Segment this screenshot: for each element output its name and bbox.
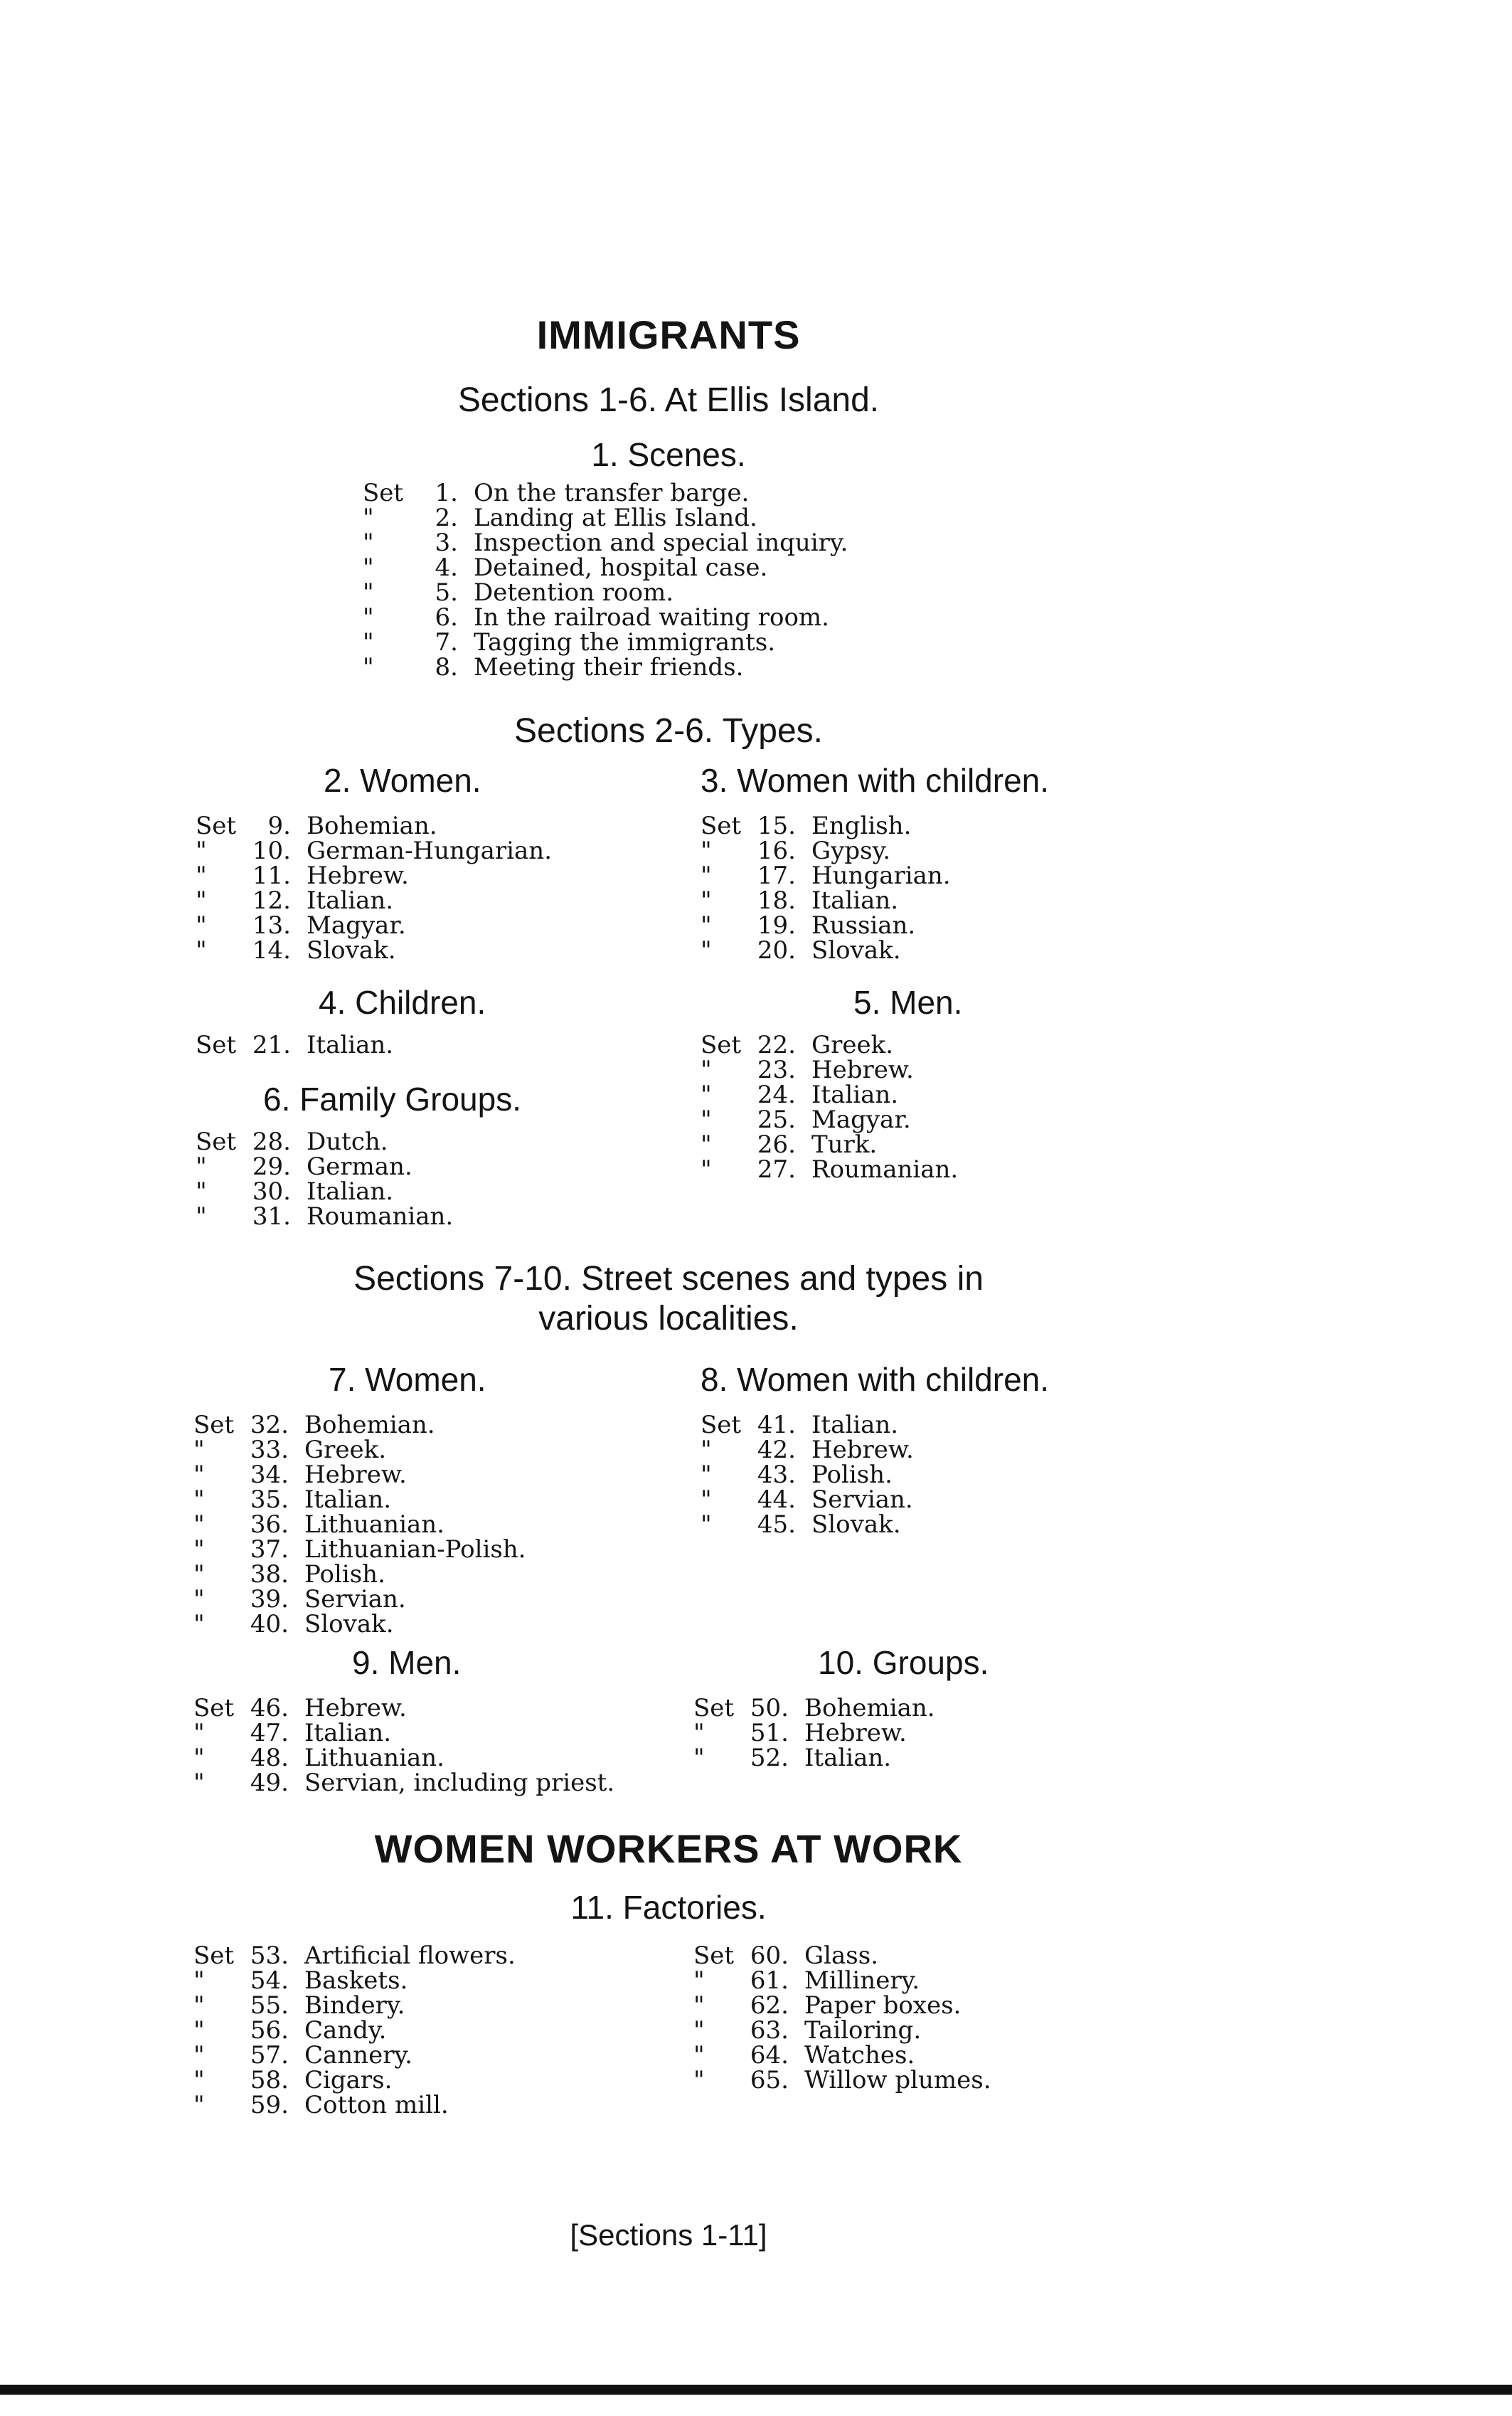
set-prefix: " [193,1436,205,1464]
list-item [193,1612,526,1637]
set-number: 20. [757,936,796,965]
set-prefix: " [193,1461,205,1489]
list-item [701,814,951,839]
set-number: 36. [250,1510,289,1539]
set-description: Artificial flowers. [304,1941,516,1970]
set-number: 17. [757,862,796,890]
set-prefix: " [193,1585,205,1614]
set-number: 58. [250,2066,289,2094]
list-item [196,1130,453,1155]
list-item [196,1177,453,1206]
section-heading-ellis-island: Sections 1-6. At Ellis Island. [457,381,880,419]
set-number: 32. [250,1411,289,1439]
set-number: 40. [250,1610,289,1638]
set-prefix: " [193,2091,205,2119]
set-description: Hebrew. [304,1694,407,1722]
set-prefix: " [701,1106,712,1134]
set-description: Hungarian. [811,862,951,890]
set-number: 10. [252,837,291,865]
set-number: 4. [435,553,458,582]
list-item [193,1413,526,1438]
set-prefix: " [193,1485,205,1514]
set-description: Hebrew. [804,1719,907,1747]
set-number: 56. [250,2016,289,2045]
set-description: Bohemian. [307,812,437,840]
set-prefix: " [193,1610,205,1638]
set-number: 55. [250,1991,289,2020]
list-item [363,481,848,506]
set-number: 11. [252,862,291,890]
list-item [363,630,848,655]
set-description: Italian. [304,1719,392,1747]
set-prefix: " [196,886,207,915]
set-description: Polish. [304,1560,385,1589]
set-prefix: " [701,911,712,940]
set-description: Cigars. [304,2066,393,2094]
set-number: 53. [250,1941,289,1970]
set-description: Hebrew. [307,862,409,890]
page-footer: [Sections 1-11] [570,2218,767,2252]
set-description: Bohemian. [304,1411,435,1439]
set-number: 46. [250,1694,289,1722]
set-prefix: Set [701,1411,742,1439]
set-number: 39. [250,1585,289,1614]
set-number: 60. [750,1941,789,1970]
list-item [701,1485,914,1514]
set-description: German-Hungarian. [307,837,553,865]
set-description: Servian, including priest. [304,1769,615,1797]
subsection-heading-factories: 11. Factories. [570,1889,767,1926]
set-number: 27. [757,1155,796,1184]
list-item [193,1966,516,1995]
section-heading-street-scenes-line2: various localities. [538,1300,799,1337]
set-prefix: " [193,2016,205,2045]
list-item [701,839,951,864]
set-description: Baskets. [304,1966,408,1995]
set-description: Glass. [804,1941,879,1970]
set-number: 59. [250,2091,289,2119]
set-description: Polish. [811,1461,893,1489]
set-number: 6. [435,603,458,632]
list-item [701,1130,958,1159]
set-prefix: " [693,1991,705,2020]
set-description: Slovak. [811,936,901,965]
list-item [196,1033,393,1058]
set-description: Watches. [804,2041,915,2070]
list-item [701,864,951,889]
set-prefix: " [196,1153,207,1181]
set-prefix: " [363,504,374,532]
set-number: 34. [250,1461,289,1489]
set-prefix: " [193,1560,205,1589]
set-description: Servian. [811,1485,913,1514]
list-men [701,1033,958,1182]
set-description: Detained, hospital case. [474,553,768,582]
set-number: 45. [757,1510,796,1539]
list-item [193,1485,526,1514]
set-prefix: Set [363,479,404,507]
set-description: Servian. [304,1585,406,1614]
list-family-groups [196,1130,453,1229]
set-number: 52. [750,1744,789,1772]
set-number: 14. [252,936,291,965]
set-number: 13. [252,911,291,940]
subsection-heading-family-groups: 6. Family Groups. [263,1081,521,1118]
set-number: 38. [250,1560,289,1589]
set-description: Russian. [811,911,916,940]
set-description: Greek. [304,1436,387,1464]
set-prefix: " [196,911,207,940]
set-number: 9. [267,812,291,840]
set-prefix: Set [193,1411,235,1439]
set-prefix: " [196,1177,207,1206]
subsection-heading-street-women-with-children: 8. Women with children. [701,1361,1050,1398]
set-prefix: Set [196,1031,237,1059]
set-prefix: Set [193,1694,235,1722]
list-factories-right [693,1941,991,2094]
set-number: 48. [250,1744,289,1772]
list-item [701,1413,914,1438]
set-number: 63. [750,2016,789,2045]
section-title-women-workers: WOMEN WORKERS AT WORK [374,1826,963,1871]
set-number: 18. [757,886,796,915]
set-number: 1. [435,479,458,507]
list-item [193,1771,614,1796]
list-item [701,1157,958,1182]
set-number: 57. [250,2041,289,2070]
set-prefix: " [196,837,207,865]
subsection-heading-groups: 10. Groups. [818,1644,989,1681]
list-item [701,886,951,915]
list-item [193,1721,614,1746]
set-description: Magyar. [307,911,406,940]
set-description: Italian. [811,1411,899,1439]
set-prefix: " [701,1510,712,1539]
set-prefix: " [693,2016,705,2045]
set-description: Magyar. [811,1106,911,1134]
set-number: 19. [757,911,796,940]
list-item [193,2043,516,2068]
list-item [363,531,848,556]
set-prefix: " [196,936,207,965]
set-description: Roumanian. [307,1202,454,1231]
list-item [701,1438,914,1463]
list-item [196,864,552,889]
set-prefix: Set [196,1128,237,1156]
set-description: Gypsy. [811,837,891,865]
set-prefix: " [193,2066,205,2094]
list-item [693,1721,935,1746]
set-description: Slovak. [811,1510,901,1539]
set-prefix: " [693,1966,705,1995]
set-description: Slovak. [307,936,396,965]
subsection-heading-men: 5. Men. [853,984,963,1021]
set-description: Lithuanian. [304,1510,444,1539]
set-description: Cotton mill. [304,2091,449,2119]
set-description: Cannery. [304,2041,412,2070]
set-number: 35. [250,1485,289,1514]
set-prefix: " [701,837,712,865]
list-item [693,1746,935,1771]
set-prefix: " [193,1769,205,1797]
list-item [193,1438,526,1463]
list-item [701,1033,958,1058]
list-item [701,1463,914,1488]
set-prefix: Set [193,1941,235,1970]
set-number: 51. [750,1719,789,1747]
section-heading-types: Sections 2-6. Types. [513,712,823,750]
subsection-heading-women: 2. Women. [324,762,481,799]
set-number: 23. [757,1056,796,1084]
bottom-rule [0,2385,1512,2395]
set-number: 33. [250,1436,289,1464]
set-description: Tagging the immigrants. [474,628,776,657]
list-item [196,938,552,963]
set-description: Italian. [804,1744,892,1772]
set-prefix: " [363,553,374,582]
list-street-women [193,1413,526,1637]
set-description: Detention room. [474,578,674,607]
set-number: 3. [435,529,458,557]
list-factories-left [193,1941,516,2119]
set-prefix: " [701,1081,712,1109]
set-description: German. [307,1153,412,1181]
list-item [193,1463,526,1488]
list-item [701,938,951,963]
set-description: Landing at Ellis Island. [474,504,757,532]
list-item [193,1696,614,1721]
set-prefix: " [196,862,207,890]
set-number: 29. [252,1153,291,1181]
list-item [193,1941,516,1970]
set-description: Inspection and special inquiry. [474,529,848,557]
set-description: Italian. [811,1081,899,1109]
set-prefix: Set [701,1031,742,1059]
subsection-heading-children: 4. Children. [319,984,486,1021]
set-number: 65. [750,2066,789,2094]
list-item [193,1587,526,1612]
set-prefix: " [193,1966,205,1995]
set-prefix: " [701,1130,712,1159]
set-description: Meeting their friends. [474,653,744,682]
set-description: Greek. [811,1031,894,1059]
list-item [693,2018,991,2043]
set-prefix: " [363,603,374,632]
list-item [701,913,951,938]
list-item [193,2018,516,2043]
set-prefix: " [701,1461,712,1489]
set-number: 54. [250,1966,289,1995]
set-description: Slovak. [304,1610,394,1638]
page-title: IMMIGRANTS [536,312,801,357]
list-item [701,1083,958,1108]
list-item [193,1993,516,2018]
set-prefix: " [193,1991,205,2020]
set-prefix: " [193,1535,205,1564]
set-number: 28. [252,1128,291,1156]
list-item [693,1993,991,2018]
list-item [363,553,848,582]
set-prefix: " [363,653,374,682]
list-item [193,1512,526,1537]
subsection-heading-scenes: 1. Scenes. [591,436,746,473]
list-item [363,578,848,607]
set-prefix: " [701,1436,712,1464]
list-item [693,1966,991,1995]
list-item [193,2068,516,2093]
set-number: 43. [757,1461,796,1489]
list-street-women-with-children [701,1413,914,1537]
set-prefix: " [193,1744,205,1772]
set-number: 2. [435,504,458,532]
set-prefix: " [693,2041,705,2070]
set-prefix: " [693,1719,705,1747]
set-number: 37. [250,1535,289,1564]
set-description: Italian. [307,1177,394,1206]
set-prefix: Set [693,1941,735,1970]
set-prefix: " [701,862,712,890]
set-description: Lithuanian-Polish. [304,1535,526,1564]
set-number: 5. [435,578,458,607]
set-number: 31. [252,1202,291,1231]
set-description: Italian. [304,1485,392,1514]
set-number: 44. [757,1485,796,1514]
set-description: Millinery. [804,1966,920,1995]
set-prefix: Set [701,812,742,840]
set-prefix: " [363,628,374,657]
list-item [701,1512,914,1537]
set-number: 25. [757,1106,796,1134]
set-prefix: " [196,1202,207,1231]
list-item [701,1058,958,1083]
set-prefix: " [701,936,712,965]
list-scenes [363,481,848,680]
set-description: Willow plumes. [804,2066,991,2094]
set-description: Italian. [307,1031,394,1059]
list-groups [693,1696,935,1771]
list-item [693,1696,935,1721]
list-item [363,655,848,680]
list-item [196,1155,453,1180]
set-description: In the railroad waiting room. [474,603,829,632]
subsection-heading-women-with-children: 3. Women with children. [701,762,1050,799]
list-item [196,1204,453,1229]
set-number: 47. [250,1719,289,1747]
set-description: Roumanian. [811,1155,959,1184]
set-number: 24. [757,1081,796,1109]
set-number: 16. [757,837,796,865]
set-description: Italian. [811,886,899,915]
set-prefix: " [193,2041,205,2070]
list-item [693,2068,991,2093]
list-item [196,886,552,915]
set-description: Dutch. [307,1128,388,1156]
list-item [193,1562,526,1587]
list-item [193,2093,516,2118]
set-description: Italian. [307,886,394,915]
set-prefix: " [693,2066,705,2094]
set-number: 64. [750,2041,789,2070]
set-number: 49. [250,1769,289,1797]
set-description: Paper boxes. [804,1991,962,2020]
set-description: Bohemian. [804,1694,935,1722]
list-women [196,814,552,963]
list-item [193,1537,526,1562]
set-number: 61. [750,1966,789,1995]
set-prefix: " [193,1510,205,1539]
set-number: 62. [750,1991,789,2020]
section-heading-street-scenes: Sections 7-10. Street scenes and types in [353,1260,984,1298]
set-description: Lithuanian. [304,1744,444,1772]
list-item [363,506,848,531]
set-prefix: " [693,1744,705,1772]
list-item [196,814,552,839]
list-item [693,2043,991,2068]
list-women-with-children [701,814,951,963]
set-number: 30. [252,1177,291,1206]
list-item [363,605,848,630]
set-description: Hebrew. [304,1461,407,1489]
set-prefix: " [701,1485,712,1514]
set-description: Bindery. [304,1991,405,2020]
set-number: 21. [252,1031,291,1059]
set-description: Hebrew. [811,1056,914,1084]
set-prefix: Set [196,812,237,840]
subsection-heading-street-men: 9. Men. [352,1644,462,1681]
list-street-men [193,1696,614,1796]
subsection-heading-street-women: 7. Women. [329,1361,486,1398]
set-number: 26. [757,1130,796,1159]
set-number: 8. [435,653,458,682]
set-number: 50. [750,1694,789,1722]
list-item [193,1746,614,1771]
list-item [701,1108,958,1133]
set-description: Candy. [304,2016,387,2045]
list-item [693,1941,991,1970]
set-prefix: Set [693,1694,735,1722]
set-number: 15. [757,812,796,840]
set-description: Tailoring. [804,2016,922,2045]
set-number: 22. [757,1031,796,1059]
set-prefix: " [363,578,374,607]
set-description: Hebrew. [811,1436,914,1464]
set-prefix: " [701,1155,712,1184]
set-description: On the transfer barge. [474,479,750,507]
list-item [196,839,552,864]
list-item [196,913,552,938]
set-prefix: " [701,886,712,915]
set-prefix: " [363,529,374,557]
set-number: 12. [252,886,291,915]
set-prefix: " [193,1719,205,1747]
set-number: 42. [757,1436,796,1464]
set-description: Turk. [811,1130,878,1159]
set-prefix: " [701,1056,712,1084]
set-description: English. [811,812,912,840]
list-children [196,1033,393,1058]
set-number: 7. [435,628,458,657]
set-number: 41. [757,1411,796,1439]
